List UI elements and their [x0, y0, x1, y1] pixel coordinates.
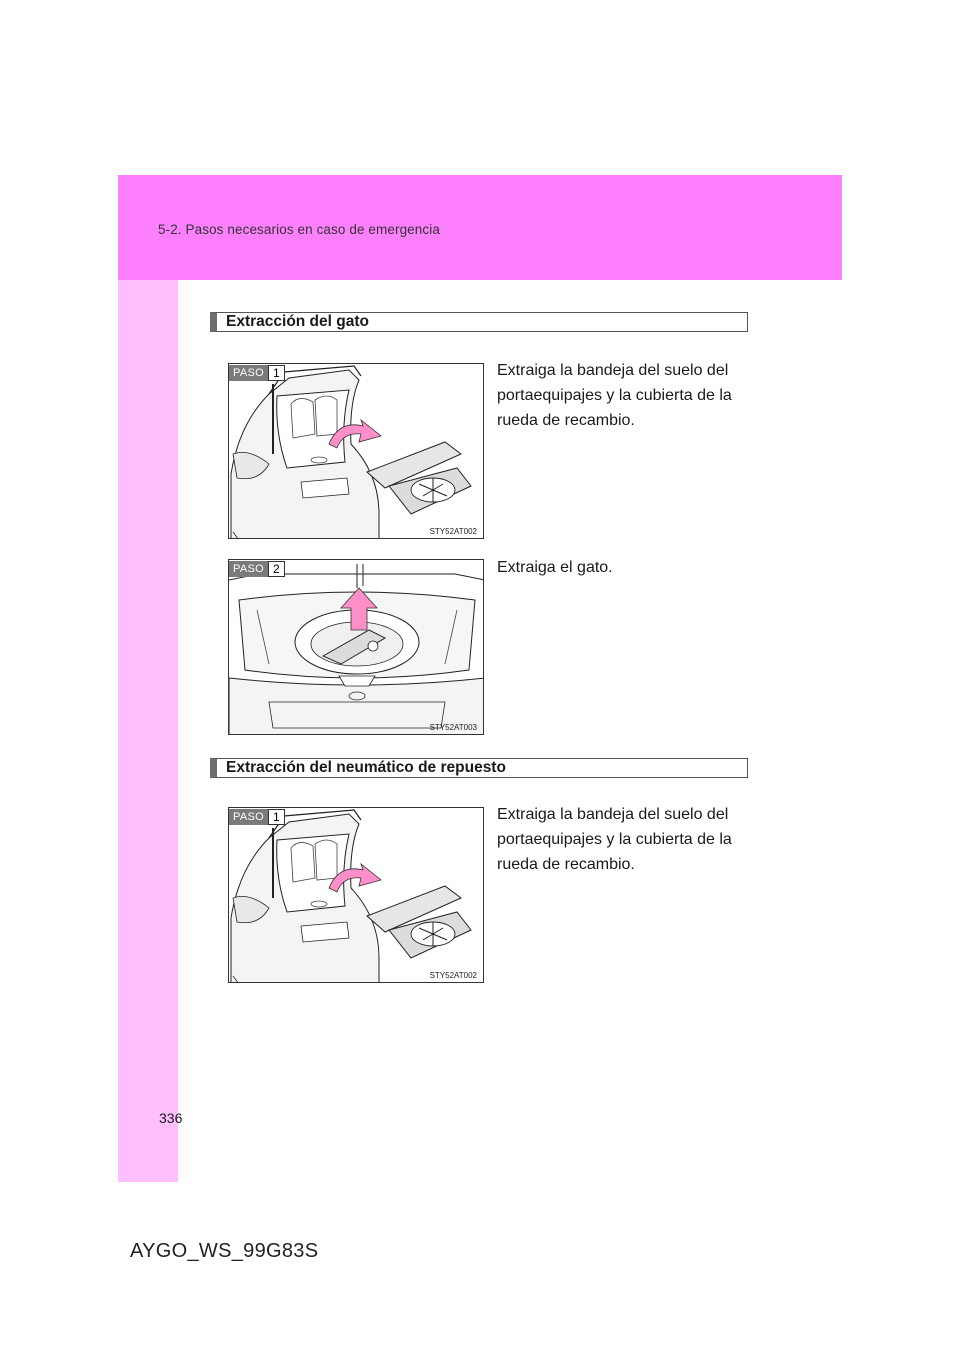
- step-text: Extraiga la bandeja del suelo del portaequipajes y la cubierta de la rueda de recambio.: [497, 362, 732, 429]
- trunk-open-illustration-icon: [229, 808, 484, 983]
- step-badge: [229, 809, 285, 825]
- step-text: Extraiga el gato.: [497, 559, 613, 576]
- step-badge-number: 2: [268, 561, 285, 577]
- step-badge-number: 1: [268, 809, 285, 825]
- step-badge-label: PASO: [229, 809, 268, 825]
- figure-trunk-open: [228, 363, 484, 539]
- step-badge: [229, 561, 285, 577]
- figure-code: STY52AT002: [429, 527, 477, 536]
- trunk-open-illustration-icon: [229, 364, 484, 539]
- step-badge-number: 1: [268, 365, 285, 381]
- step-badge: [229, 365, 285, 381]
- step-text: Extraiga la bandeja del suelo del portaequipajes y la cubierta de la rueda de recambio.: [497, 806, 732, 873]
- step-badge-label: PASO: [229, 561, 268, 577]
- section-heading-jack: Extracción del gato: [210, 312, 748, 332]
- figure-trunk-open: [228, 807, 484, 983]
- step-badge-label: PASO: [229, 365, 268, 381]
- document-code: AYGO_WS_99G83S: [130, 1240, 319, 1262]
- page-number: 336: [159, 1110, 183, 1126]
- jack-removal-illustration-icon: [229, 560, 484, 735]
- figure-code: STY52AT003: [429, 723, 477, 732]
- section-heading-spare-tire: Extracción del neumático de repuesto: [210, 758, 748, 778]
- figure-code: STY52AT002: [429, 971, 477, 980]
- side-band: [118, 280, 178, 1182]
- breadcrumb: 5-2. Pasos necesarios en caso de emergencia: [158, 222, 440, 237]
- figure-jack-removal: [228, 559, 484, 735]
